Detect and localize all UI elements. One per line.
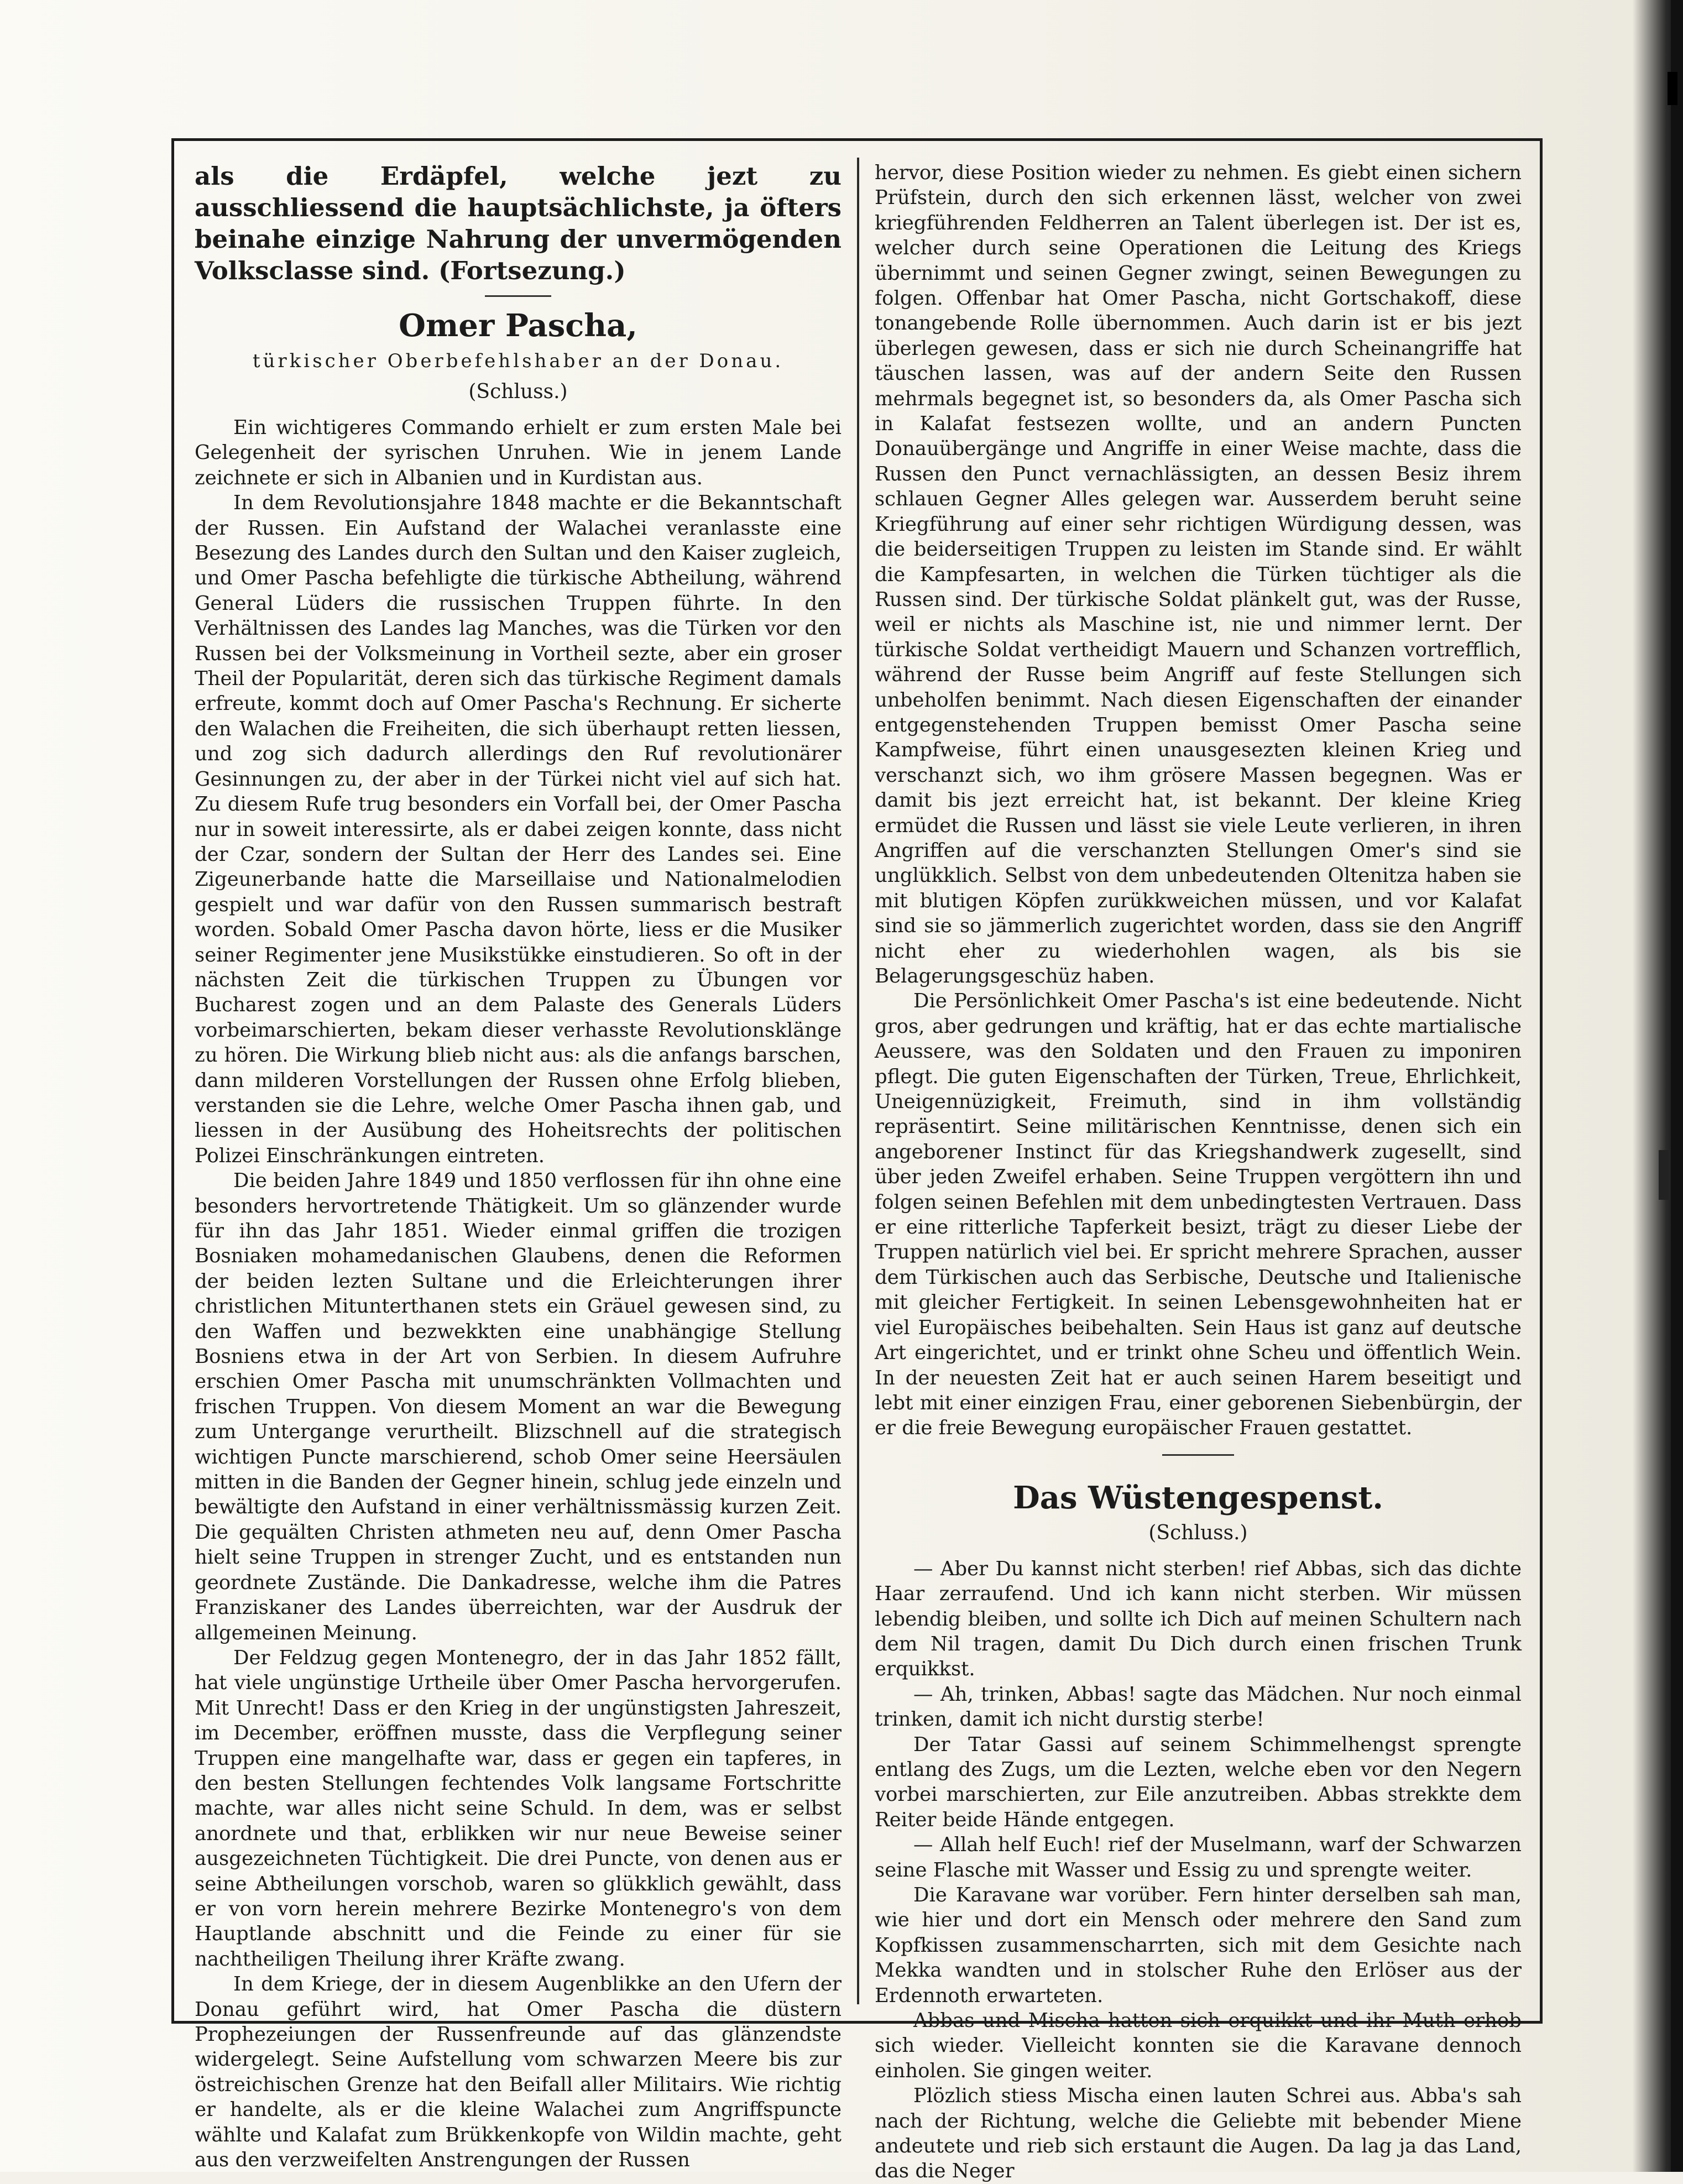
article-note: (Schluss.) (468, 380, 568, 403)
paragraph: hervor, diese Position wieder zu nehmen. Es giebt einen sichern Prüfstein, durch den sich erkennen lässt, welcher von zwei kriegführenden Feldherren an Talent überlegen ist. Der ist es, welcher durch seine Operationen die Leitung des Kriegs übernimmt und seinen Gegner zwingt, seinen Bewegungen zu folgen. Offenbar hat Omer Pascha, nicht Gortschakoff, diese tonangebende Rolle übernommen. Auch darin ist er bis jezt überlegen gewesen, dass er sich nie durch Scheinangriffe hat täuschen lassen, was auf der andern Seite den Russen mehrmals begegnet ist, so besonders da, als Omer Pascha sich in Kalafat festsezen wollte, und an andern Puncten Donauübergänge und Angriffe in einer Weise machte, dass die Russen den Punct vernachlässigten, an dessen Besiz ihrem schlauen Gegner Alles gelegen war. Ausserdem beruht seine Kriegführung auf einer sehr richtigen Würdigung dessen, was die beiderseitigen Truppen zu leisten im Stande sind. Er wählt die Kampfesarten, in welchen die Türken tüchtiger als die Russen sind. Der türkische Soldat plänkelt gut, was der Russe, weil er nichts als Maschine ist, nie und nimmer lernt. Der türkische Soldat vertheidigt Mauern und Schanzen vortrefflich, während der Russe beim Angriff auf feste Stellungen sich unbeholfen benimmt. Nach diesen Eigenschaften der einander entgegenstehenden Truppen bemisst Omer Pascha seine Kampfweise, führt einen unausgesezten kleinen Krieg und verschanzt sich, wo ihm grösere Massen begegnen. Was er damit bis jezt erreicht hat, ist bekannt. Der kleine Krieg ermüdet die Russen und lässt sie viele Leute verlieren, in ihren Angriffen auf die verschanzten Stellungen Omer's sind sie unglükklich. Selbst von dem unbedeutenden Oltenitza haben sie mit blutigen Köpfen zurükkweichen müssen, und vor Kalafat sind sie so jämmerlich zugerichtet worden, dass sie den Angriff nicht eher zu wiederhohlen wagen, als bis sie Belagerungsgeschüz haben. (875, 161, 1522, 987)
paragraph: Abbas und Mischa hatten sich erquikkt und ihr Muth erhob sich wieder. Vielleicht konnten sie die Karavane dennoch einholen. Sie gingen weiter. (875, 2009, 1522, 2082)
paragraph: Die Persönlichkeit Omer Pascha's ist eine bedeutende. Nicht gros, aber gedrungen und kräftig, hat er das echte martialische Aeussere, was den Soldaten und den Frauen zu imponiren pflegt. Die guten Eigenschaften der Türken, Treue, Ehrlichkeit, Uneigennüzigkeit, Freimuth, sind in ihm vollständig repräsentirt. Seine militärischen Kenntnisse, denen sich ein angeborener Instinct für das Kriegshandwerk zugesellt, sind über jeden Zweifel erhaben. Seine Truppen vergöttern ihn und folgen seinen Befehlen mit dem unbedingtesten Vertrauen. Dass er eine ritterliche Tapferkeit besizt, trägt zu dieser Liebe der Truppen natürlich viel bei. Er spricht mehrere Sprachen, ausser dem Türkischen auch das Serbische, Deutsche und Italienische mit gleicher Fertigkeit. In seinen Lebensgewohnheiten hat er viel Europäisches beibehalten. Sein Haus ist ganz auf deutsche Art eingerichtet, und er trinkt ohne Scheu und öffentlich Wein. In der neuesten Zeit hat er auch seinen Harem beseitigt und lebt mit einer einzigen Frau, einer geborenen Siebenbürgin, der er die freie Bewegung europäischer Frauen gestattet. (875, 990, 1522, 1440)
paragraph: Die Karavane war vorüber. Fern hinter derselben sah man, wie hier und dort ein Mensch oder mehrere den Sand zum Kopfkissen zusammenscharrten, sich mit dem Gesichte nach Mekka wandten und in stolscher Ruhe den Erlöser aus der Erdennoth erwarteten. (875, 1884, 1522, 2007)
continued-text-lead: als die Erdäpfel, welche jezt zu ausschliessend die hauptsächlichste, ja öfters beinahe einzige Nahrung der unvermögenden Volksclasse sind. (Fortsezung.) (195, 161, 842, 285)
story-note: (Schluss.) (1148, 1521, 1248, 1544)
scan-edge-mark (1668, 72, 1677, 105)
paragraph: — Ah, trinken, Abbas! sagte das Mädchen. Nur noch einmal trinken, damit ich nicht durstig sterbe! (875, 1683, 1522, 1731)
paragraph: Die beiden Jahre 1849 und 1850 verflossen für ihn ohne eine besonders hervortretende Thätigkeit. Um so glänzender wurde für ihn das Jahr 1851. Wieder einmal griffen die trozigen Bosniaken mohamedanischen Glaubens, denen die Reformen der beiden lezten Sultane und die Erleichterungen ihrer christlichen Mitunterthanen stets ein Gräuel gewesen sind, zu den Waffen und bezwekkten eine unabhängige Stellung Bosniens etwa in der Art von Serbien. In diesem Aufruhre erschien Omer Pascha mit unumschränkten Vollmachten und frischen Truppen. Von diesem Moment an war die Bewegung zum Untergange verurtheilt. Blizschnell auf die strategisch wichtigen Puncte marschierend, schob Omer seine Heersäulen mitten in die Banden der Gegner hinein, schlug jede einzeln und bewältigte den Aufstand in einer verhältnissmässig kurzen Zeit. Die gequälten Christen athmeten neu auf, denn Omer Pascha hielt seine Truppen in strenger Zucht, und es entstanden nun geordnete Zustände. Die Dankadresse, welche ihm die Patres Franziskaner des Landes überreichten, war der Ausdruk der allgemeinen Meinung. (195, 1169, 842, 1644)
article-subtitle: türkischer Oberbefehlshaber an der Donau. (252, 350, 784, 372)
scan-edge (1671, 0, 1683, 2172)
column-divider (857, 158, 859, 2004)
paragraph: In dem Kriege, der in diesem Augenblikke an den Ufern der Donau geführt wird, hat Omer Pascha die düstern Prophezeiungen der Russenfreunde auf das glänzendste widergelegt. Seine Aufstellung vom schwarzen Meere bis zur östreichischen Grenze hat den Beifall aller Militairs. Wie richtig er handelte, als er die kleine Walachei zum Angriffspuncte wählte und Kalafat zum Brükkenkopfe von Wildin machte, geht aus den verzweifelten Anstrengungen der Russen (195, 1973, 842, 2172)
paragraph: Der Tatar Gassi auf seinem Schimmelhengst sprengte entlang des Zugs, um die Lezten, welche eben vor den Negern vorbei marschierten, zur Eile anzutreiben. Abbas strekkte dem Reiter beide Hände entgegen. (875, 1733, 1522, 1831)
paragraph: — Aber Du kannst nicht sterben! rief Abbas, sich das dichte Haar zerraufend. Und ich kann nicht sterben. Wir müssen lebendig bleiben, und sollte ich Dich auf meinen Schultern nach dem Nil tragen, damit Du Dich durch einen frischen Trunk erquikkst. (875, 1557, 1522, 1681)
right-column (875, 160, 1522, 2183)
paragraph: Der Feldzug gegen Montenegro, der in das Jahr 1852 fällt, hat viele ungünstige Urtheile über Omer Pascha hervorgerufen. Mit Unrecht! Dass er den Krieg in der ungünstigsten Jahreszeit, im December, eröffnen musste, dass die Verpflegung seiner Truppen eine mangelhafte war, dass er gegen ein tapferes, in den besten Stellungen fechtendes Volk langsame Fortschritte machte, war alles nicht seine Schuld. In dem, was er selbst anordnete und that, erblikken wir nur neue Beweise seiner ausgezeichneten Tüchtigkeit. Die drei Puncte, von denen aus er seine Abtheilungen vorschob, waren so glükklich gewählt, dass er von vorn herein mehrere Bezirke Montenegro's von dem Hauptlande abschnitt und die Feinde zu einer für sie nachtheiligen Theilung ihrer Kräfte zwang. (195, 1646, 842, 1971)
paragraph: Plözlich stiess Mischa einen lauten Schrei aus. Abba's sah nach der Richtung, welche die Geliebte mit bebender Miene andeutete und rieb sich erstaunt die Augen. Da lag ja das Land, das die Neger (875, 2084, 1522, 2183)
left-column (195, 160, 842, 2172)
section-rule (485, 295, 551, 297)
section-rule (1162, 1454, 1234, 1456)
story-title: Das Wüstengespenst. (1013, 1479, 1383, 1516)
scan-edge-mark (1659, 1150, 1669, 1200)
paragraph: Ein wichtigeres Commando erhielt er zum ersten Male bei Gelegenheit der syrischen Unruhen. Wie in jenem Lande zeichnete er sich in Albanien und in Kurdistan aus. (195, 416, 842, 489)
paragraph: In dem Revolutionsjahre 1848 machte er die Bekanntschaft der Russen. Ein Aufstand der Walachei veranlasste eine Besezung des Landes durch den Sultan und den Kaiser zugleich, und Omer Pascha befehligte die türkische Abtheilung, während General Lüders die russischen Truppen führte. In den Verhältnissen des Landes lag Manches, was die Türken vor den Russen bei der Volksmeinung in Vortheil sezte, aber ein groser Theil der Popularität, deren sich das türkische Regiment damals erfreute, kommt doch auf Omer Pascha's Rechnung. Er sicherte den Walachen die Freiheiten, die sich überhaupt retten liessen, und zog sich dadurch allerdings den Ruf revolutionärer Gesinnungen zu, der aber in der Türkei nicht viel auf sich hat. Zu diesem Rufe trug besonders ein Vorfall bei, der Omer Pascha nur in soweit interessirte, als er dabei zeigen konnte, dass nicht der Czar, sondern der Sultan der Herr des Landes sei. Eine Zigeunerbande hatte die Marseillaise und Nationalmelodien gespielt und war dafür von den Russen summarisch bestraft worden. Sobald Omer Pascha davon hörte, liess er die Musiker seiner Regimenter jene Musikstükke einstudieren. So oft in der nächsten Zeit die türkischen Truppen zu Übungen vor Bucharest zogen und an dem Palaste des Generals Lüders vorbeimarschierten, bekam dieser verhasste Revolutionsklänge zu hören. Die Wirkung blieb nicht aus: als die anfangs barschen, dann milderen Vorstellungen der Russen ohne Erfolg blieben, verstanden sie die Lehre, welche Omer Pascha ihnen gab, und liessen in der Ausübung des Hoheitsrechts der politischen Polizei Einschränkungen eintreten. (195, 492, 842, 1167)
article-title: Omer Pascha, (399, 307, 637, 344)
paragraph: — Allah helf Euch! rief der Muselmann, warf der Schwarzen seine Flasche mit Wasser und Essig zu und sprengte weiter. (875, 1833, 1522, 1882)
